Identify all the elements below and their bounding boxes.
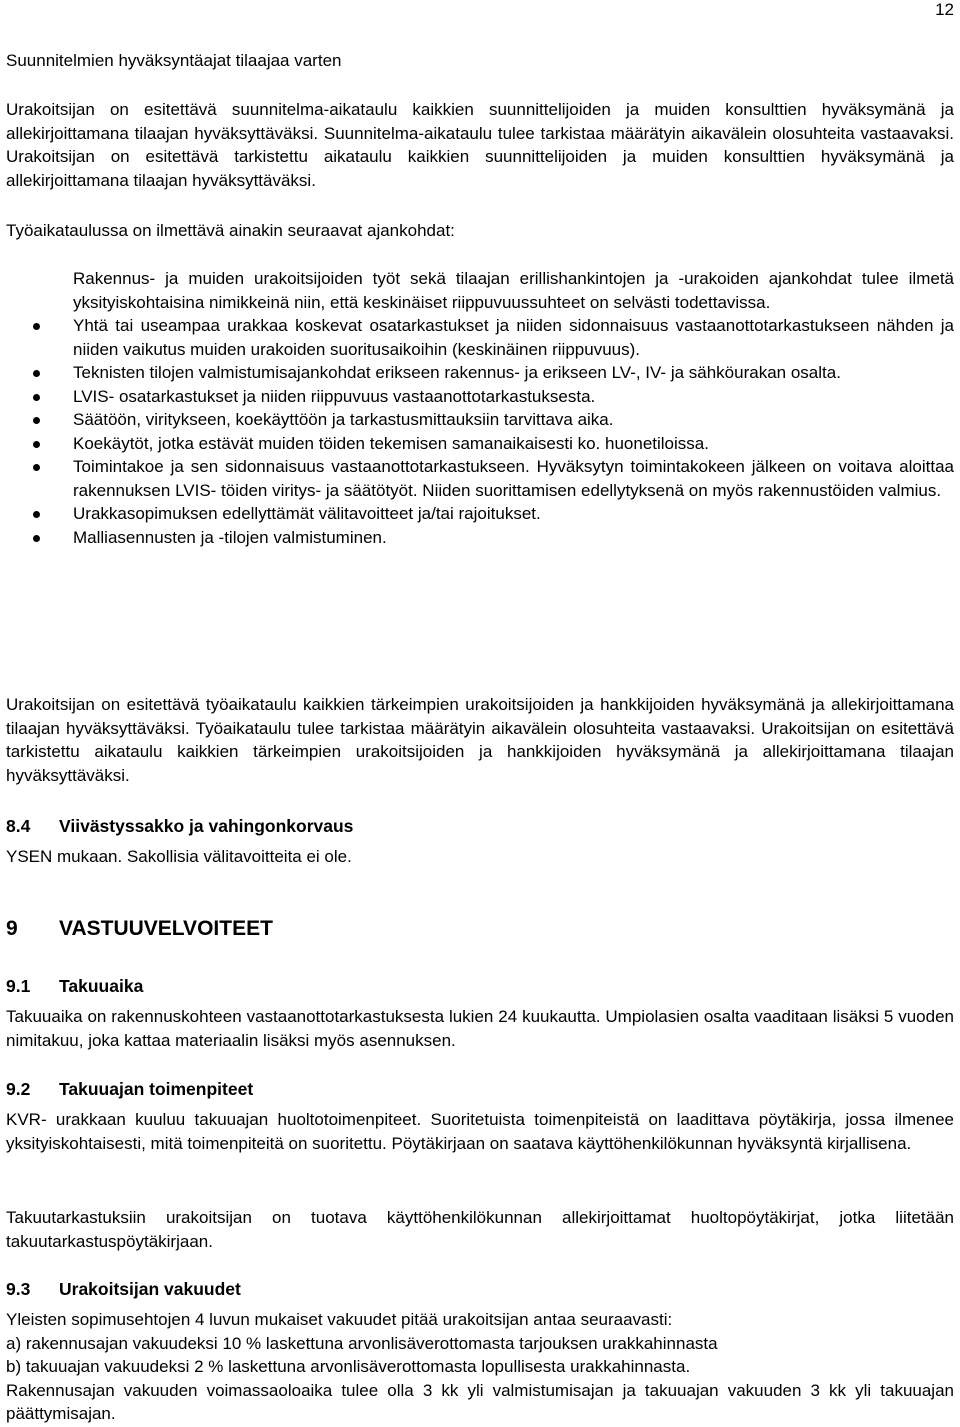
- section-8-4-text: YSEN mukaan. Sakollisia välitavoitteita ei ole.: [6, 847, 352, 866]
- list-item: [0, 385, 954, 409]
- section-number: 8.4: [6, 816, 31, 836]
- section-9-3-line-3: b) takuuajan vakuudeksi 2 % laskettuna arvonlisäverottomasta lopullisesta urakkahinnasta.: [6, 1357, 691, 1376]
- list-item: [0, 432, 954, 456]
- schedule-list: [0, 267, 954, 549]
- list-item-text: Yhtä tai useampaa urakkaa koskevat osatarkastukset ja niiden sidonnaisuus vastaanottotarkastukseen nähden ja niiden vaikutus muiden urakoiden suoritusaikoihin (keskinäinen riippuvuus).: [73, 316, 954, 359]
- section-9-3-paragraph: [6, 1308, 954, 1426]
- bullet-icon: [33, 370, 40, 377]
- bullet-icon: [33, 417, 40, 424]
- intro-paragraph-2-text: Työaikataulussa on ilmettävä ainakin seuraavat ajankohdat:: [6, 221, 455, 240]
- list-item-text: Malliasennusten ja -tilojen valmistuminen.: [73, 527, 387, 547]
- list-item-text: Säätöön, viritykseen, koekäyttöön ja tarkastusmittauksiin tarvittava aika.: [73, 410, 614, 429]
- work-schedule-text: Urakoitsijan on esitettävä työaikataulu kaikkien tärkeimpien urakoitsijoiden ja hankkijoiden hyväksymänä ja allekirjoittamana tilaajan hyväksyttäväksi. Työaikataulu tulee tarkistaa määrätyin aikavälein olosuhteita vastaavaksi. Urakoitsijan on esitettävä tarkistettu aikataulu kaikkien tärkeimpien urakoitsijoiden ja hankkijoiden hyväksymänä ja allekirjoittamana tilaajan hyväksyttäväksi.: [6, 695, 954, 785]
- section-9-2-paragraph-2: [6, 1206, 954, 1253]
- list-item-text: Rakennus- ja muiden urakoitsijoiden työt sekä tilaajan erillishankintojen ja -urakoiden ajankohdat tulee ilmetä yksityiskohtaisina nimikkeinä niin, että keskinäiset riippuvuussuhteet on selvästi todettavissa.: [73, 269, 954, 312]
- section-title: Viivästyssakko ja vahingonkorvaus: [59, 816, 354, 836]
- intro-paragraph-1: [6, 98, 954, 192]
- list-item-text: LVIS- osatarkastukset ja niiden riippuvuus vastaanottotarkastuksesta.: [73, 386, 596, 406]
- section-9-2-text-2: Takuutarkastuksiin urakoitsijan on tuotava käyttöhenkilökunnan allekirjoittamat huoltopöytäkirjat, jotka liitetään takuutarkastuspöytäkirjaan.: [6, 1208, 954, 1251]
- section-9-2-text-1: KVR- urakkaan kuuluu takuuajan huoltotoimenpiteet. Suoritetuista toimenpiteistä on laadittava pöytäkirja, jossa ilmenee yksityiskohtaisesti, mitä toimenpiteitä on suoritettu. Pöytäkirjaan on saatava käyttöhenkilökunnan hyväksyntä kirjallisena.: [6, 1110, 954, 1153]
- intro-paragraph-2: [6, 219, 954, 243]
- list-item: [0, 267, 954, 314]
- list-item: [0, 455, 954, 502]
- section-title: Takuuajan toimenpiteet: [59, 1079, 254, 1099]
- list-item-text: Koekäytöt, jotka estävät muiden töiden tekemisen samanaikaisesti ko. huonetiloissa.: [73, 433, 709, 453]
- section-9-3-heading: [6, 1278, 241, 1300]
- list-item: [0, 502, 954, 526]
- work-schedule-paragraph: [6, 693, 954, 787]
- bullet-icon: [33, 323, 40, 330]
- section-9-2-paragraph-1: [6, 1108, 954, 1155]
- section-9-3-line-1: Yleisten sopimusehtojen 4 luvun mukaiset vakuudet pitää urakoitsijan antaa seuraavasti:: [6, 1310, 673, 1329]
- bullet-icon: [33, 441, 40, 448]
- section-number: 9.3: [6, 1279, 31, 1299]
- list-item: [0, 408, 954, 432]
- list-item-text: Urakkasopimuksen edellyttämät välitavoitteet ja/tai rajoitukset.: [73, 504, 541, 523]
- chapter-number: 9: [6, 917, 18, 940]
- list-item: [0, 361, 954, 385]
- list-item: [0, 526, 954, 550]
- bullet-icon: [33, 535, 40, 542]
- section-8-4-heading: [6, 815, 353, 837]
- section-number: 9.2: [6, 1079, 31, 1099]
- page-number: 12: [935, 0, 954, 19]
- bullet-icon: [33, 394, 40, 401]
- chapter-9-heading: [6, 916, 273, 942]
- section-title: Takuuaika: [59, 976, 144, 996]
- intro-heading: Suunnitelmien hyväksyntäajat tilaajaa varten: [6, 51, 342, 70]
- section-9-3-line-4: Rakennusajan vakuuden voimassaoloaika tulee olla 3 kk yli valmistumisajan ja takuuajan vakuuden 3 kk yli takuuajan päättymisajan.: [6, 1380, 954, 1423]
- intro-paragraph-1-text: Urakoitsijan on esitettävä suunnitelma-aikataulu kaikkien suunnittelijoiden ja muiden konsulttien hyväksymänä ja allekirjoittamana tilaajan hyväksyttäväksi. Suunnitelma-aikataulu tulee tarkistaa määrätyin aikavälein olosuhteita vastaavaksi. Urakoitsijan on esitettävä tarkistettu aikataulu kaikkien suunnittelijoiden ja muiden konsulttien hyväksymänä ja allekirjoittamana tilaajan hyväksyttäväksi.: [6, 100, 954, 190]
- section-title: Urakoitsijan vakuudet: [59, 1279, 241, 1299]
- section-9-3-line-2: a) rakennusajan vakuudeksi 10 % laskettuna arvonlisäverottomasta tarjouksen urakkahinnasta: [6, 1333, 718, 1353]
- list-item: [0, 314, 954, 361]
- section-number: 9.1: [6, 976, 31, 996]
- chapter-title: VASTUUVELVOITEET: [59, 917, 273, 940]
- bullet-icon: [33, 464, 40, 471]
- bullet-icon: [33, 511, 40, 518]
- section-9-2-heading: [6, 1078, 253, 1100]
- list-item-text: Teknisten tilojen valmistumisajankohdat erikseen rakennus- ja erikseen LV-, IV- ja sähköurakan osalta.: [73, 363, 841, 382]
- section-9-1-paragraph: [6, 1005, 954, 1052]
- section-9-1-heading: [6, 975, 143, 997]
- list-item-text: Toimintakoe ja sen sidonnaisuus vastaanottotarkastukseen. Hyväksytyn toimintakokeen jälkeen on voitava aloittaa rakennuksen LVIS- töiden viritys- ja säätötyöt. Niiden suorittamisen edellytyksenä on myös rakennustöiden valmius.: [73, 457, 954, 500]
- section-9-1-text: Takuuaika on rakennuskohteen vastaanottotarkastuksesta lukien 24 kuukautta. Umpiolasien osalta vaaditaan lisäksi 5 vuoden nimitakuu, joka kattaa materiaalin lisäksi myös asennuksen.: [6, 1007, 954, 1050]
